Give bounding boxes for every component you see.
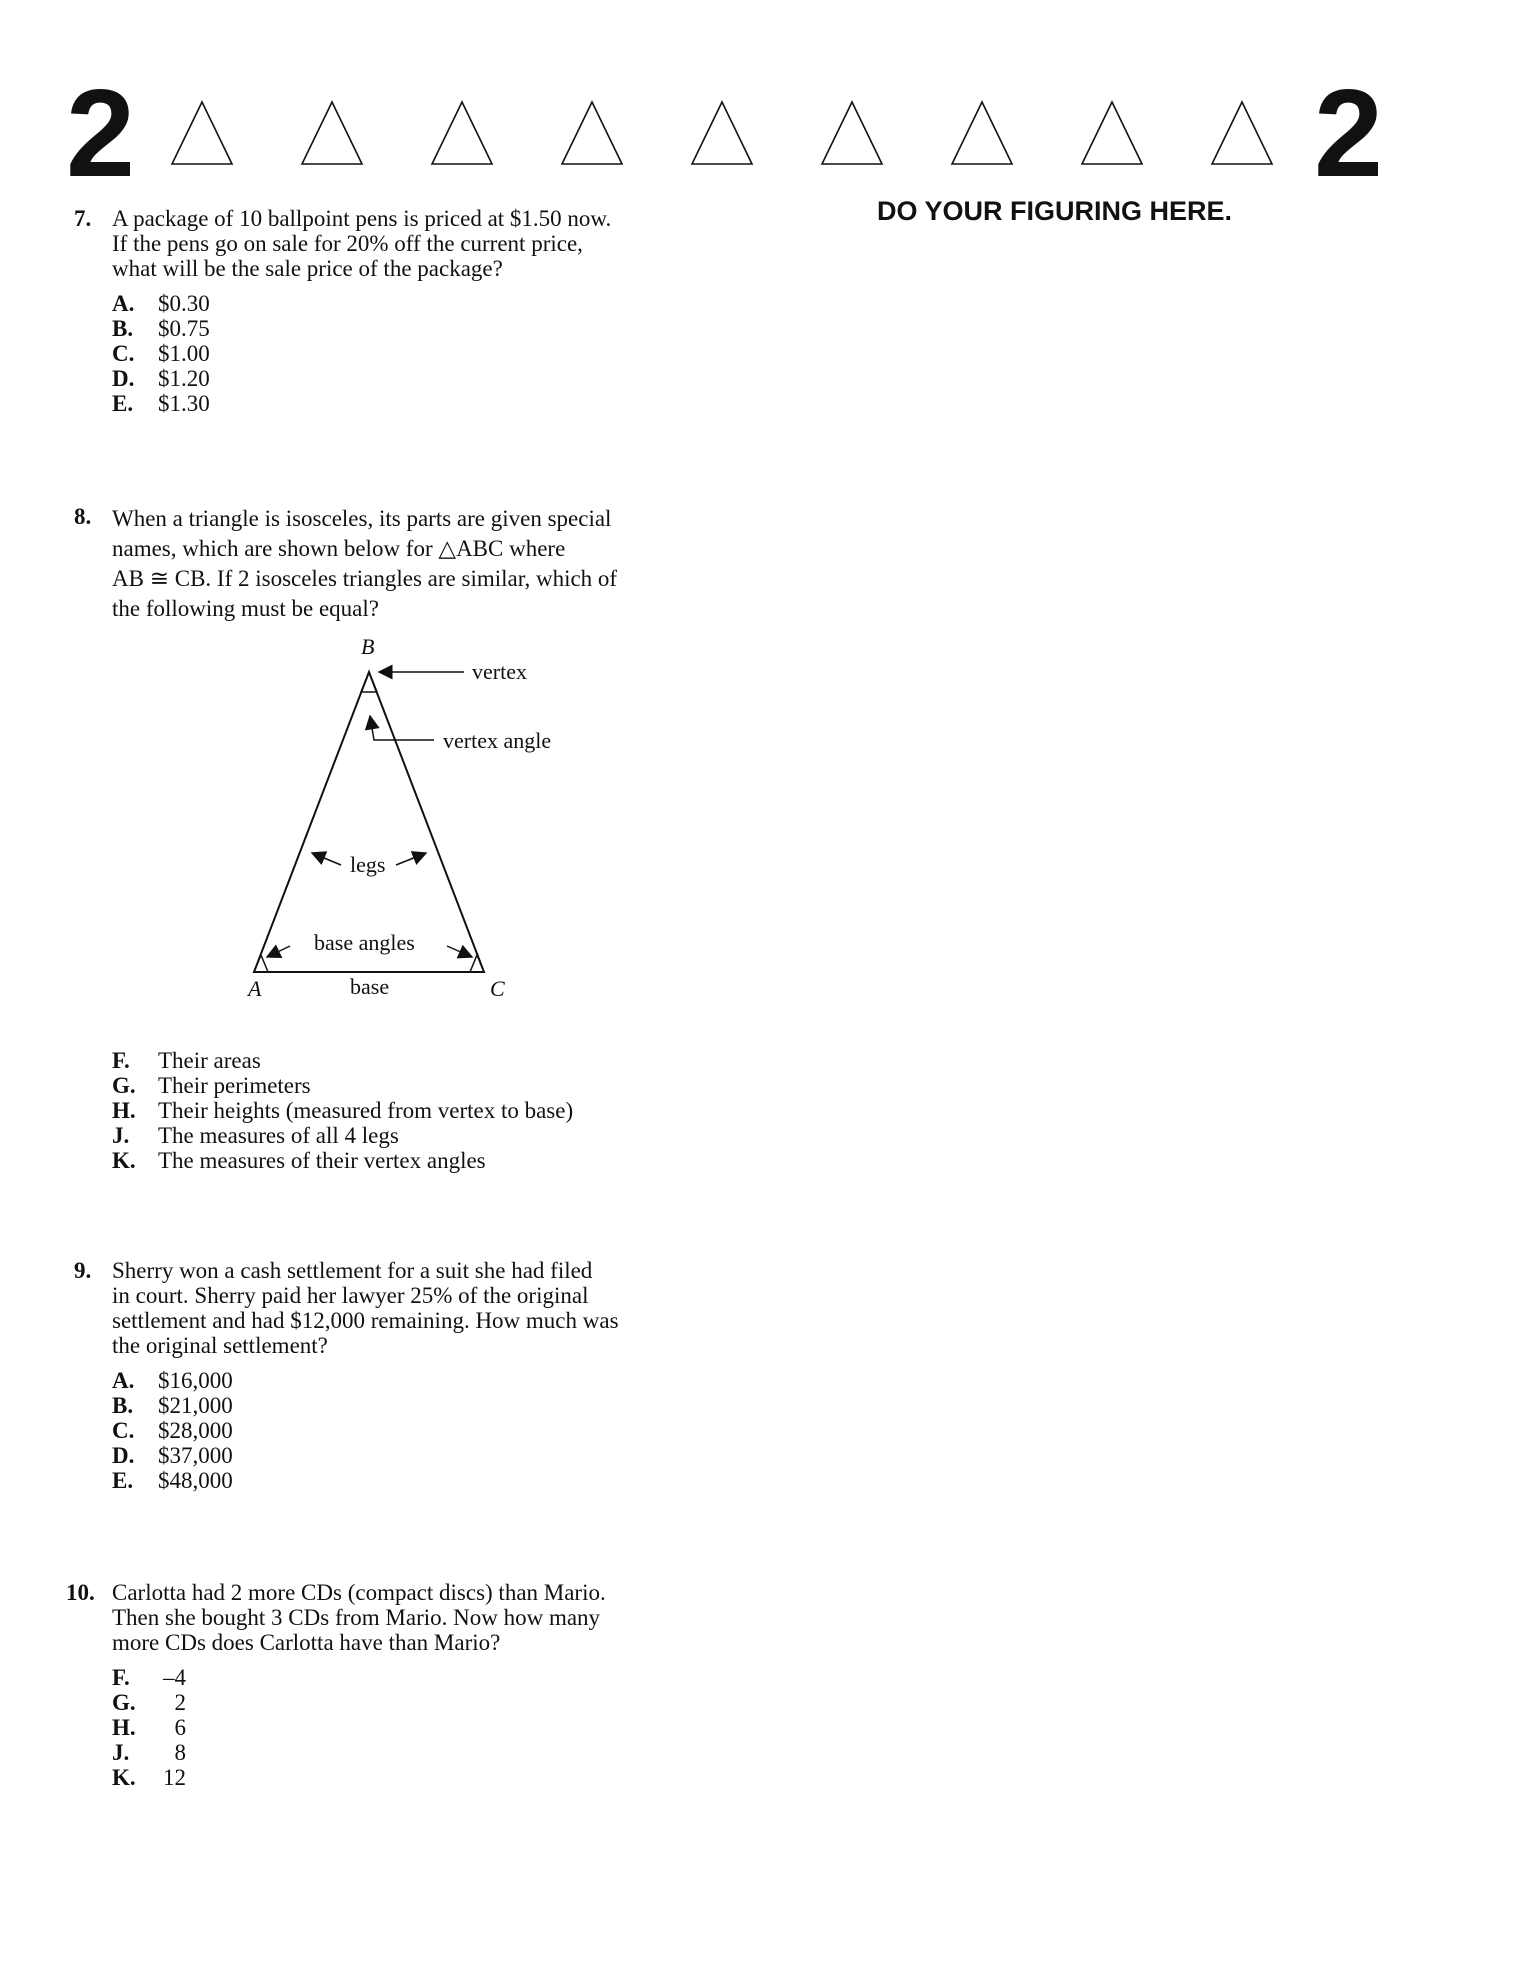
triangle-outline-icon	[692, 102, 752, 164]
choice-letter: E.	[112, 391, 134, 416]
figuring-area-label: DO YOUR FIGURING HERE.	[877, 196, 1233, 226]
question-line: When a triangle is isosceles, its parts are given special	[112, 506, 612, 531]
question-10	[66, 1580, 704, 1790]
answer-choice[interactable]	[112, 391, 704, 416]
answer-choice[interactable]	[112, 1468, 704, 1493]
question-line: the original settlement?	[112, 1333, 328, 1358]
answer-choice[interactable]	[112, 1740, 704, 1765]
triangle-abc	[254, 672, 484, 972]
triangle-outline-icon	[172, 102, 232, 164]
section-number-right: 2	[1314, 65, 1383, 203]
answer-choice[interactable]	[112, 316, 704, 341]
question-text	[112, 1258, 704, 1358]
question-line: AB ≅ CB. If 2 isosceles triangles are similar, which of	[112, 566, 618, 591]
triangle-outline-icon	[822, 102, 882, 164]
choice-letter: J.	[112, 1123, 130, 1148]
vertex-angle-label: vertex angle	[443, 728, 552, 753]
choice-text: Their perimeters	[158, 1073, 311, 1098]
choice-letter: F.	[112, 1048, 130, 1073]
answer-choice[interactable]	[112, 1368, 704, 1393]
choice-letter: C.	[112, 1418, 135, 1443]
choice-text: $0.75	[158, 316, 210, 341]
question-line: Then she bought 3 CDs from Mario. Now how many	[112, 1605, 601, 1630]
triangle-outline-icon	[562, 102, 622, 164]
question-line: more CDs does Carlotta have than Mario?	[112, 1630, 501, 1655]
choice-text: Their heights (measured from vertex to base)	[158, 1098, 574, 1123]
answer-choice[interactable]	[112, 1715, 704, 1740]
answer-choice[interactable]	[112, 291, 704, 316]
question-text	[112, 206, 704, 281]
choice-text: $48,000	[158, 1468, 233, 1493]
answer-choices	[112, 1048, 732, 1173]
question-line: names, which are shown below for △ABC where	[112, 536, 566, 561]
base-angle-mark-c	[470, 955, 484, 972]
base-label: base	[350, 974, 390, 999]
choice-letter: A.	[112, 291, 135, 316]
answer-choices	[112, 1665, 704, 1790]
choice-text: 2	[174, 1690, 186, 1715]
legs-label: legs	[350, 852, 386, 877]
answer-choices	[112, 291, 704, 416]
choice-letter: G.	[112, 1073, 136, 1098]
question-line: Sherry won a cash settlement for a suit she had filed	[112, 1258, 593, 1283]
answer-choice[interactable]	[112, 1443, 704, 1468]
answer-choice[interactable]	[112, 1123, 732, 1148]
answer-choice[interactable]	[112, 1418, 704, 1443]
question-line: Carlotta had 2 more CDs (compact discs) than Mario.	[112, 1580, 606, 1605]
choice-text: Their areas	[158, 1048, 261, 1073]
legs-arrow-left	[312, 853, 341, 865]
question-line: in court. Sherry paid her lawyer 25% of the original	[112, 1283, 589, 1308]
answer-choice[interactable]	[112, 1048, 732, 1073]
question-text	[112, 1580, 704, 1655]
choice-letter: K.	[112, 1765, 136, 1790]
question-line: A package of 10 ballpoint pens is priced at $1.50 now.	[112, 206, 612, 231]
base-angles-label: base angles	[314, 930, 415, 955]
answer-choice[interactable]	[112, 366, 704, 391]
vertex-c-label: C	[490, 976, 505, 1001]
choice-letter: F.	[112, 1665, 130, 1690]
triangle-outline-icon	[952, 102, 1012, 164]
choice-letter: H.	[112, 1098, 136, 1123]
choice-text: 12	[163, 1765, 186, 1790]
answer-choice[interactable]	[112, 1073, 732, 1098]
choice-letter: D.	[112, 1443, 135, 1468]
question-7	[74, 206, 704, 416]
vertex-b-label: B	[361, 634, 375, 659]
choice-letter: B.	[112, 1393, 134, 1418]
vertex-a-label: A	[248, 976, 262, 1001]
question-line: the following must be equal?	[112, 596, 379, 621]
answer-choice[interactable]	[112, 1690, 704, 1715]
choice-text: $1.30	[158, 391, 210, 416]
choice-text: $28,000	[158, 1418, 233, 1443]
question-9	[74, 1258, 704, 1493]
answer-choice[interactable]	[112, 1148, 732, 1173]
question-text	[112, 504, 704, 624]
choice-letter: G.	[112, 1690, 136, 1715]
question-number: 8.	[74, 504, 92, 529]
choice-letter: E.	[112, 1468, 134, 1493]
triangle-outline-icon	[1212, 102, 1272, 164]
base-angles-arrow-right	[447, 946, 472, 957]
choice-letter: B.	[112, 316, 134, 341]
header-triangle-row	[170, 100, 1290, 166]
question-8	[74, 504, 704, 1173]
question-line: If the pens go on sale for 20% off the current price,	[112, 231, 583, 256]
vertex-angle-arrow	[370, 716, 434, 740]
answer-choices	[112, 1368, 704, 1493]
choice-letter: H.	[112, 1715, 136, 1740]
choice-text: $1.00	[158, 341, 210, 366]
choice-text: –4	[163, 1665, 186, 1690]
choice-text: $21,000	[158, 1393, 233, 1418]
choice-text: 6	[174, 1715, 186, 1740]
answer-choice[interactable]	[112, 1393, 704, 1418]
choice-text: $37,000	[158, 1443, 233, 1468]
triangle-outline-icon	[432, 102, 492, 164]
choice-letter: D.	[112, 366, 135, 391]
triangle-outline-icon	[302, 102, 362, 164]
answer-choice[interactable]	[112, 1665, 704, 1690]
choice-letter: K.	[112, 1148, 136, 1173]
choice-text: The measures of their vertex angles	[158, 1148, 486, 1173]
vertex-label: vertex	[472, 659, 527, 684]
choice-letter: C.	[112, 341, 135, 366]
base-angle-mark-a	[254, 955, 268, 972]
question-number: 9.	[74, 1258, 92, 1283]
choice-letter: A.	[112, 1368, 135, 1393]
choice-text: $0.30	[158, 291, 210, 316]
section-number-left: 2	[66, 65, 135, 203]
base-angles-arrow-left	[267, 946, 290, 957]
triangle-outline-icon	[1082, 102, 1142, 164]
choice-text: $1.20	[158, 366, 210, 391]
answer-choice[interactable]	[112, 1765, 704, 1790]
isosceles-triangle-diagram	[234, 632, 594, 1012]
question-line: settlement and had $12,000 remaining. How much was	[112, 1308, 619, 1333]
legs-arrow-right	[396, 853, 426, 865]
choice-text: 8	[174, 1740, 186, 1765]
question-number: 10.	[66, 1580, 95, 1605]
choice-letter: J.	[112, 1740, 130, 1765]
answer-choice[interactable]	[112, 341, 704, 366]
question-line: what will be the sale price of the package?	[112, 256, 503, 281]
answer-choice[interactable]	[112, 1098, 732, 1123]
choice-text: The measures of all 4 legs	[158, 1123, 399, 1148]
question-number: 7.	[74, 206, 92, 231]
choice-text: $16,000	[158, 1368, 233, 1393]
